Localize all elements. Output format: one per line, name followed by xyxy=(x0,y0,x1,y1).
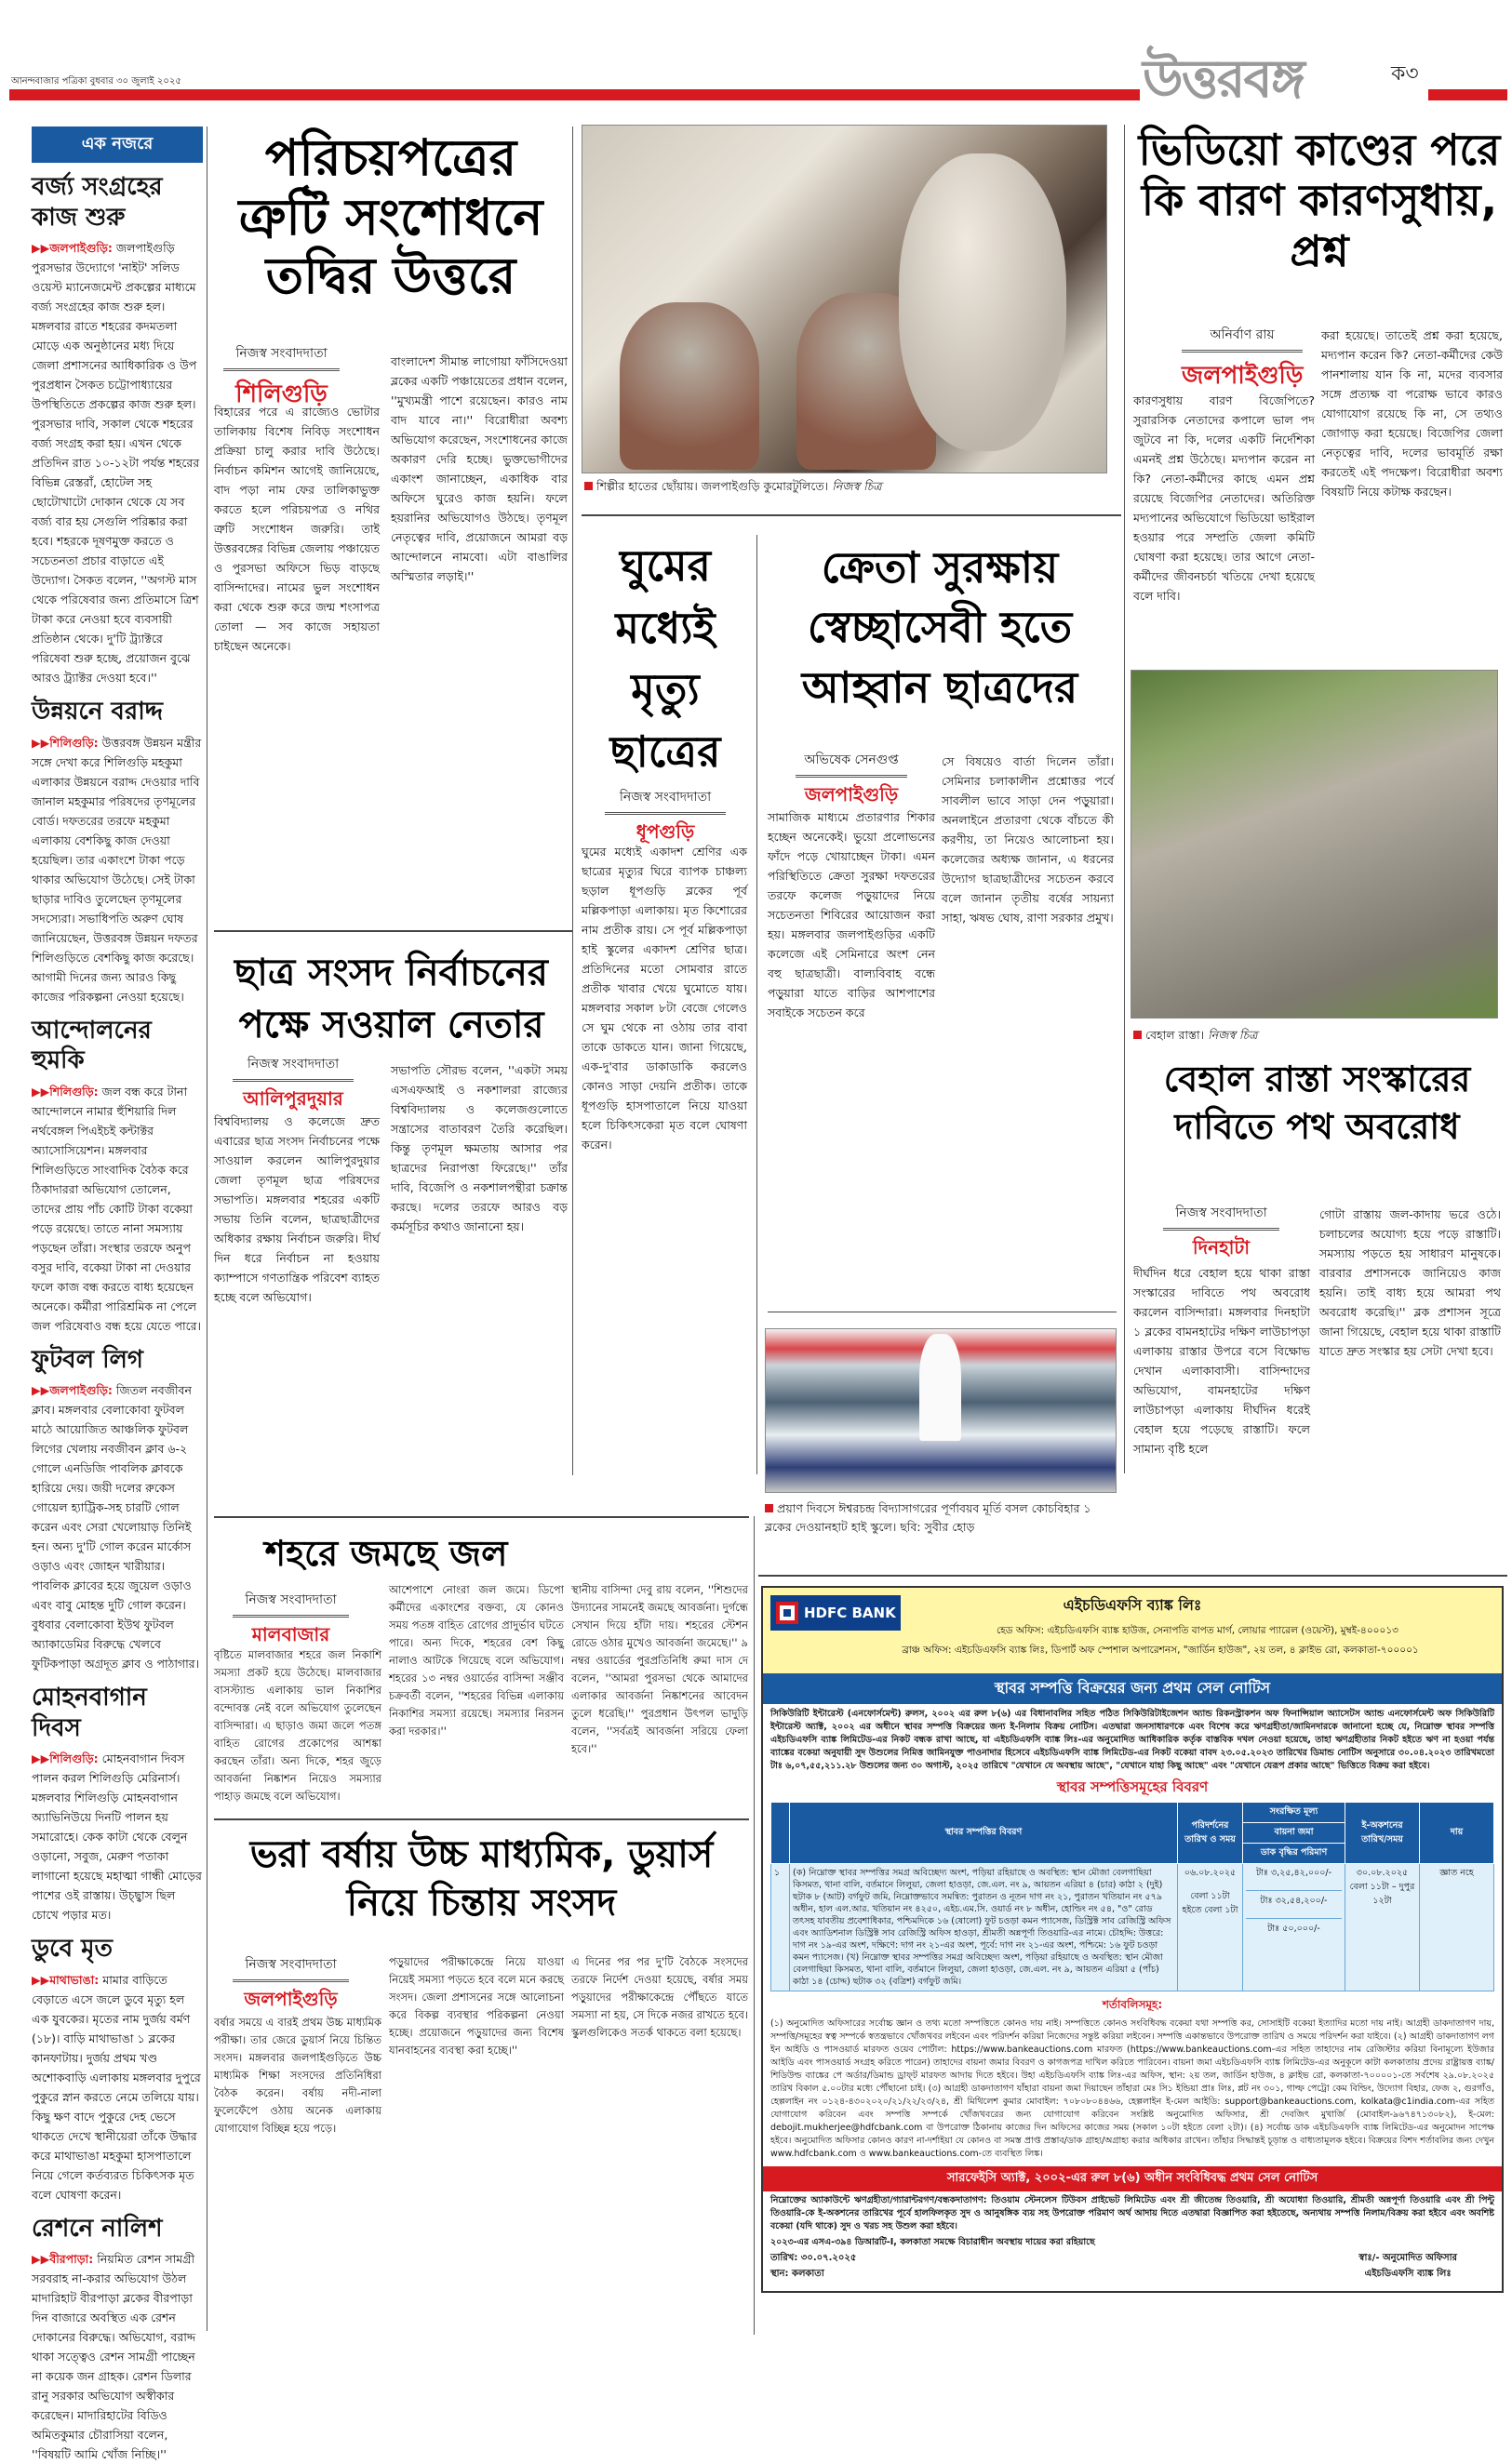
col-header-inspection: পরিদর্শনের তারিখ ও সময় xyxy=(1178,1803,1243,1864)
brief-headline: রেশনে নালিশ xyxy=(32,2214,203,2244)
caption-marker xyxy=(765,1504,773,1512)
dateline-place: জলপাইগুড়ি xyxy=(796,781,907,812)
dateline-road xyxy=(1163,1202,1279,1265)
photo-idol-hands xyxy=(582,125,1107,473)
caption-marker xyxy=(1133,1031,1142,1039)
brief-place: বীরপাড়া: xyxy=(49,2252,93,2266)
ad-notice-title: স্থাবর সম্পত্তি বিক্রয়ের জন্য প্রথম সেল নোটিস xyxy=(763,1673,1502,1704)
caption-text: শিল্পীর হাতের ছোঁয়ায়। জলপাইগুড়ি কুমোরটুলিতে। xyxy=(596,479,828,493)
headline-id-card: পরিচয়পত্রের ত্রুটি সংশোধনে তদ্বির উত্তরে xyxy=(214,128,568,306)
brief-body xyxy=(32,238,203,687)
byline-rule xyxy=(1163,1228,1279,1231)
sidebar-brief xyxy=(32,1683,203,1925)
brief-headline: বর্জ্য সংগ্রহের কাজ শুরু xyxy=(32,172,203,233)
ad-date: তারিখ: ৩০.০৭.২০২৫ xyxy=(770,2251,856,2267)
emd-amount: টাঃ ৩২,৫৪,২০০/- xyxy=(1246,1890,1342,1909)
sidebar-brief xyxy=(32,1016,203,1336)
caption-credit: নিজস্ব চিত্র xyxy=(1208,1028,1257,1042)
inspection-date: ০৬.০৮.২০২৫ xyxy=(1181,1867,1239,1881)
brief-body xyxy=(32,1380,203,1673)
brief-place: শিলিগুড়ি: xyxy=(49,1085,98,1099)
col-header-emd: বায়না জমা xyxy=(1243,1823,1345,1844)
col-header-encumbrance: দায় xyxy=(1420,1803,1494,1864)
story-body-col3: এ দিনের পর পর দু'টি বৈঠকে সংসদের তরফে নির্দেশ দেওয়া হয়েছে, বর্ষার সময় পড়ুয়াদের পরীক্ষাকেন্দ্রে পৌঁছতে যাতে সমস্যা না হয়, সে দিকে নজর রাখতে হবে। স্কুলগুলিকেও সতর্ক থাকতে বলা হয়েছে। xyxy=(571,1953,748,2042)
arrow-marker-icon: ▶▶ xyxy=(32,2252,49,2266)
brief-place: শিলিগুড়ি: xyxy=(49,1751,98,1765)
hdfc-logo xyxy=(770,1595,901,1631)
byline: অভিষেক সেনগুপ্ত xyxy=(796,749,907,771)
story-body-col1: বিহারের পরে এ রাজ্যেও ভোটার তালিকায় বিশেষ নিবিড় সংশোধন প্রক্রিয়া চালু করার দাবি উঠেছে। নির্বাচন কমিশন আগেই জানিয়েছে, বাদ পড়া নাম ফের তালিকাভুক্ত করতে হলে পরিচয়পত্র ও নথির ত্রুটি সংশোধন জরুরি। তাই উত্তরবঙ্গের বিভিন্ন জেলায় পঞ্চায়েত ও পুরসভা অফিসে ভিড় বাড়ছে বাসিন্দাদের। নামের ভুল সংশোধন করা থেকে শুরু করে জন্ম শংসাপত্র তোলা — সব কাজে সহায়তা চাইছেন অনেকে। xyxy=(214,402,380,656)
ad-terms-title: শর্তাবলিসমূহ: xyxy=(763,1997,1502,2016)
photo-caption-statue xyxy=(765,1499,1117,1537)
story-body-col2: পড়ুয়াদের পরীক্ষাকেন্দ্রে নিয়ে যাওয়া নিয়েই সমস্যা পড়তে হবে বলে মনে করছে সংসদ। জেলা প্রশাসনের সঙ্গে আলোচনা করে বিকল্প ব্যবস্থার পরিকল্পনা নেওয়া হচ্ছে। প্রয়োজনে পড়ুয়াদের জন্য বিশেষ যানবাহনের ব্যবস্থা করা হচ্ছে।'' xyxy=(389,1953,564,2059)
masthead-red-bar xyxy=(9,89,1140,100)
section-rule xyxy=(214,930,572,932)
headline-video: ভিডিয়ো কাণ্ডের পরে কি বারণ কারণসুধায়, প্রশ্ন xyxy=(1133,125,1505,276)
story-body-col1: কারণসুধায় বারণ বিজেপিতে? সুরারসিক নেতাদের কপালে ভাল পদ জুটবে না কি, দলের একটি নির্দেশিকা এমনই প্রশ্ন উঠেছে। মদ্যপান করেন না কি? নেতা-কর্মীদের কাছে এমন প্রশ্ন রয়েছে বিজেপির নেতাদের। অতিরিক্ত মদ্যপানের অভিযোগে ভিডিয়ো ভাইরাল হওয়ার পরে সম্প্রতি জেলা কমিটি ঘোষণা করা হয়েছে। তার আগে নেতা-কর্মীদের জীবনচর্চা খতিয়ে দেখা হয়েছে বলে দাবি। xyxy=(1133,391,1315,606)
ad-terms: (১) অনুমোদিত অফিসারের সর্বোচ্চ জ্ঞান ও তথ্য মতো সম্পত্তিতে কোনও দায় নাই। সম্পত্তিতে কোনও সংবিধিবদ্ধ বকেয়া যথা সম্পত্তি কর, সোসাইটি বকেয়া ইত্যাদির মতো দায় নাই। আগ্রহী ডাকদাতাগণ দায়, সম্পত্তি/সমূহের স্বত্ব সম্পর্কে স্বতন্ত্রভাবে খোঁজখবর লইবেন এবং পরিদর্শন করিয়া নিজেদের সন্তুষ্ট করিয়া লইবেন। সম্পত্তি একান্তভাবে উপরোক্ত তারিখ ও সময়ে পরিদর্শন করা যাইবে। (২) আগ্রহী ডাকদাতাগণ লগ ইন আইডি ও পাসওয়ার্ড মারফত ওয়েব পোর্টাল: https://www.bankeauctions.com মারফত (https://www.bankeauctions.com-এর সহিত তাহাদের নাম রেজিস্টার করিয়া বিনামূল্যে ইউজার আইডি এবং পাসওয়ার্ড সংগ্রহ করিতে পারেন) তাহাদের বায়না জমার বিবরণ ও কাগজপত্র দাখিল করিতে পারিবেন। বায়না জমা এইচডিএফসি ব্যাঙ্ক লিমিটেড-এর অনুকূলে কাটা কলকাতায় প্রদেয় রাষ্ট্রায়ত্ত ব্যাঙ্ক/শিডিউল্ড ব্যাঙ্কের পে অর্ডার/ডিমান্ড ড্রাফ্‌ট মারফত আদায় দিতে হইবে। উহা এইচডিএফসি ব্যাঙ্ক লিঃ-এর অফিস, স্থান: ২য় তল, জার্ডিন হাউজ, ৪ ক্লাইভ রো, কলকাতা-৭০০০০১-তে সর্বশেষ ২৯.০৮.২০২৫ তারিখ বিকাল ৫.০০টার মধ্যে পৌঁছানো চাই। (৩) আগ্রহী ডাকদাতাগণ যাঁহারা বায়না জমা দিয়াছেন তাঁহারা মেঃ সি১ ইন্ডিয়া প্রাঃ লিঃ, প্লট নং ৩০১, গাল্ফ পেট্রো কেম বিল্ডিং, উদ্যোগ বিহার, ফেজ ২, গুরগাঁও, হেল্পলাইন নং ০১২৪-৪৩০২০২০/২১/২২/২৩/২৪, শ্রী মিথিলেশ কুমার মোবাইল: ৭০৮০৮০৪৪৬৬, হেল্পলাইন ই-মেল আইডি: support@bankeauctions.com, kolkata@c1india.com-এর সহিত যোগাযোগ করিবেন এবং সম্পত্তি সম্পর্কে খোঁজখবরের জন্য যোগাযোগ করিবেন সংশ্লিষ্ট অনুমোদিত অফিসার, শ্রী দেবজিৎ মুখার্জি (মোবাইল-৯৬৭৪৭১৩০৮২), ই-মেল: debojit.mukherjee@hdfcbank.com বা উপরোক্ত ঠিকানায় কাজের দিন অফিসের কাজের সময় (সকাল ১০টা হইতে বেলা ২টা)। (৪) সর্বোচ্চ ডাক এইচডিএফসি ব্যাঙ্ক লিমিটেড-এর অনুমোদন সাপেক্ষ হইবে। অনুমোদিত অফিসার কোনও কারণ না-দর্শাইয়া যে কোনও বা সমস্ত প্রাপ্ত প্রস্তাব/ডাক গ্রাহ্য/অগ্রাহ্য করার অধিকার রাখেন। তাঁহার সিদ্ধান্তই চূড়ান্ত ও বাধ্যতামূলক হইবে। বিক্রয়ের বিশদ শর্তাবলির জন্য দেখুন www.hdfcbank.com ও www.bankeauctions.com-তে ব্যবস্থিত লিঙ্ক। xyxy=(763,2016,1502,2163)
col-header-description: স্থাবর সম্পত্তির বিবরণ xyxy=(790,1803,1178,1864)
ad-case-line: ২০২৩-এর এসএ-৩৯৪ ডিআরটি-I, কলকাতা সমক্ষে বিচারাধীন অবস্থায় দায়ের করা রহিয়াছে xyxy=(763,2236,1502,2249)
ad-head-office: হেড অফিস: এইচডিএফসি ব্যাঙ্ক হাউজ, সেনাপতি বাপত মার্গ, লোয়ার প্যারেল (ওয়েস্ট), মুম্বই-৪০০০১৩ xyxy=(770,1624,1494,1640)
sidebar-brief xyxy=(32,2214,203,2464)
cell-sl: ১ xyxy=(771,1864,790,1991)
brief-headline: উন্নয়নে বরাদ্দ xyxy=(32,697,203,727)
brief-place: জলপাইগুড়ি: xyxy=(49,1383,113,1397)
brief-text: মোহনবাগান দিবস পালন করল শিলিগুড়ি মেরিনার্স। মঙ্গলবার শিলিগুড়ি মোহনবাগান অ্যাভিনিউয়ে দিনটি পালন হয় সমারোহে। কেক কাটা থেকে বেলুন ওড়ানো, সবুজ, মেরুণ পতাকা লাগানো হয়েছে মহাত্মা গান্ধী মোড়ের পাশের ওই রাস্তায়। উচ্ছ্বাস ছিল চোখে পড়ার মত। xyxy=(32,1751,202,1922)
sidebar-brief xyxy=(32,1934,203,2204)
ad-place: স্থান: কলকাতা xyxy=(770,2267,856,2283)
byline-rule xyxy=(233,1615,349,1618)
col-header-sl xyxy=(771,1803,790,1864)
byline-rule xyxy=(796,775,907,778)
dateline-student-union xyxy=(233,1053,354,1116)
property-table xyxy=(770,1802,1494,1991)
ad-branch-office: ব্রাঞ্চ অফিস: এইচডিএফসি ব্যাঙ্ক লিঃ, ডিপার্ট অফ স্পেশাল অপারেশনস, "জার্ডিন হাউজ", ২য় তল, ৪ ক্লাইভ রো, কলকাতা-৭০০০০১ xyxy=(770,1644,1494,1659)
dateline-video xyxy=(1182,324,1303,397)
bid-increment: টাঃ ৫০,০০০/- xyxy=(1246,1918,1342,1937)
story-body-col3: স্থানীয় বাসিন্দা দেবু রায় বলেন, ''শিশুদের উদ্যানের সামনেই জমছে আবর্জনা। দুর্গন্ধে সেখান দিয়ে হাঁটা দায়। শহরের স্টেশন রোডে ওঠার মুখেও আবর্জনা জমেছে।'' ৯ নম্বর ওয়ার্ডের পুরপ্রতিনিধি রুমা দাস দে বলেন, ''আমরা পুরসভা থেকে আমাদের এলাকার আবর্জনা নিষ্কাশনের আবেদন তুলে ধরেছি।'' পুরপ্রধান উৎপল ভাদুড়ি বলেন, ''সর্বত্রই আবর্জনা সরিয়ে ফেলা হবে।'' xyxy=(571,1581,748,1758)
story-body: ঘুমের মধ্যেই একাদশ শ্রেণির এক ছাত্রের মৃত্যুর ঘিরে ব্যাপক চাঞ্চল্য ছড়াল ধূপগুড়ি ব্লকের পূর্ব মল্লিকপাড়া এলাকায়। মৃত কিশোরের নাম প্রতীক রায়। সে পূর্ব মল্লিকপাড়া হাই স্কুলের একাদশ শ্রেণির ছাত্র। প্রতিদিনের মতো সোমবার রাতে প্রতীক খাবার খেয়ে ঘুমোতে যায়। মঙ্গলবার সকাল ৮টা বেজে গেলেও সে ঘুম থেকে না ওঠায় তার বাবা তাকে ডাকতে যান। জানা গিয়েছে, এক-দু'বার ডাকাডাকি করলেও কোনও সাড়া দেয়নি প্রতীক। তাকে ধূপগুড়ি হাসপাতালে নিয়ে যাওয়া হলে চিকিৎসকেরা মৃত বলে ঘোষণা করেন। xyxy=(582,842,747,1154)
col-header-auction: ই-অকশনের তারিখ/সময় xyxy=(1345,1803,1420,1864)
story-body-col2: আশেপাশে নোংরা জল জমে। ডিপো কর্মীদের একাংশের বক্তব্য, যে কোনও সময় পতঙ্গ বাহিত রোগের প্রাদুর্ভাব ঘটতে পারে। অন্য দিকে, শহরের বেশ কিছু নালাও আটকে গিয়েছে বলে অভিযোগ। শহরের ১৩ নম্বর ওয়ার্ডের বাসিন্দা সঞ্জীব চক্রবর্তী বলেন, ''শহরের বিভিন্ন এলাকায় নিকাশির সমস্যা রয়েছে। সমস্যার নিরসন করা দরকার।'' xyxy=(389,1581,564,1740)
brief-headline: ডুবে মৃত xyxy=(32,1934,203,1965)
arrow-marker-icon: ▶▶ xyxy=(32,1973,49,1987)
story-body-col2: সে বিষয়েও বার্তা দিলেন তাঁরা। সেমিনার চলাকালীন প্রশ্নোত্তর পর্বে সাবলীল ভাবে সাড়া দেন পড়ুয়ারা। অনলাইনে প্রতারণা থেকে বাঁচতে কী করণীয়, তা নিয়েও আলোচনা হয়। কলেজের অধ্যক্ষ জানান, এ ধরনের উদ্যোগ ছাত্রছাত্রীদের সচেতন করবে বলে জানান তৃতীয় বর্ষের সায়ন্যা সাহা, ঋষভ ঘোষ, রাণা সরকার প্রমুখ। xyxy=(942,752,1114,927)
story-body-col1: বর্ষার সময়ে এ বারই প্রথম উচ্চ মাধ্যমিক পরীক্ষা। তার জেরে ডুয়ার্স নিয়ে চিন্তিত সংসদ। মঙ্গলবার জলপাইগুড়িতে উচ্চ মাধ্যমিক শিক্ষা সংসদের প্রতিনিধিরা বৈঠক করেন। বর্ষায় নদী-নালা ফুলেফেঁপে ওঠায় অনেক এলাকায় যোগাযোগ বিচ্ছিন্ন হয়ে পড়ে। xyxy=(214,2014,381,2138)
hdfc-sale-notice-ad xyxy=(761,1586,1504,2293)
paper-date-line: আনন্দবাজার পত্রিকা বুধবার ৩০ জুলাই ২০২৫ xyxy=(11,74,181,90)
photo-hand-left xyxy=(620,302,759,470)
arrow-marker-icon: ▶▶ xyxy=(32,1085,49,1099)
dateline-place: জলপাইগুড়ি xyxy=(233,1986,349,2017)
brief-place: শিলিগুড়ি: xyxy=(49,736,98,750)
brief-text: নিয়মিত রেশন সামগ্রী সরবরাহ না-করার অভিযোগ উঠল মাদারিহাট বীরপাড়া ব্লকের বীরপাড়া দিন বাজারে অবস্থিত এক রেশন দোকানের বিরুদ্ধে। অভিযোগ, বরাদ্দ থাকা সত্ত্বেও রেশন সামগ্রী পাচ্ছেন না কয়েক জন গ্রাহক। রেশন ডিলার রানু সরকার অভিযোগ অস্বীকার করেছেন। মাদারিহাটের বিডিও অমিতকুমার চৌরাসিয়া বলেন, ''বিষয়টি আমি খোঁজ নিচ্ছি।'' xyxy=(32,2252,195,2461)
section-rule xyxy=(582,514,1121,516)
headline-waterlogging: শহরে জমছে জল xyxy=(214,1533,558,1575)
ad-header xyxy=(763,1588,1502,1673)
ad-statutory-text: নিম্নোক্তের অ্যাকাউন্টে ঋণগ্রহীতা/গ্যারান্টরগণ/বন্ধকদাতাগণ: তিওয়াম স্টেনলেস টিউবস প্রাইভেট লিমিটেড এবং শ্রী জীতেন্দ্র তিওয়ারি, শ্রী অযোধ্যা তিওয়ারি, শ্রীমতী অন্নপূর্ণা তিওয়ারি এবং শ্রী পিন্টু তিওয়ারি-কে ই-অকশনের তারিখের পূর্বে হালফিলকৃত সুদ ও আনুষঙ্গিক ব্যয় সহ উপরোক্ত পরিমাণ অর্থ আদায় দিতে এতদ্বারা বিজ্ঞাপিত করা হইতেছে, অন্যথায় সম্পত্তি নিলাম/বিক্রয় করা হইবে এবং অবশিষ্ট বকেয়া (যদি থাকে) সুদ ও খরচ সহ উশুল করা হইবে। xyxy=(763,2191,1502,2236)
brief-text: জিতল নবজীবন ক্লাব। মঙ্গলবার বেলাকোবা ফুটবল মাঠে আয়োজিত আঞ্চলিক ফুটবল লিগের খেলায় নবজীবন ক্লাব ৬-২ গোলে এনডিজি পাবলিক ক্লাবকে হারিয়ে দেয়। জয়ী দলের রুকেস গোয়েল হ্যাট্রিক-সহ চারটি গোল করেন এবং সেরা খেলোয়াড় তিনিই হন। অন্য দু'টি গোল করেন মার্কোস ওড়াও এবং জোহন খারীয়ার। পাবলিক ক্লাবের হয়ে জুয়েল ওড়াও এবং বাবু মোহন্ত দুটি গোল করেন। বুধবার বেলাকোবা ইউথ ফুটবল অ্যাকাডেমির বিরুদ্ধে খেলবে ফুটিকপাড়া অগ্রদূত ক্লাব ও পাঠাগার। xyxy=(32,1383,199,1671)
sidebar-brief xyxy=(32,697,203,1006)
story-body-col1: বৃষ্টিতে মালবাজার শহরে জল নিকাশি সমস্যা প্রকট হয়ে উঠেছে। মালবাজার বাসস্ট্যান্ড এলাকায় ভাল নিকাশির বন্দোবস্ত নেই বলে অভিযোগ তুলেছেন বাসিন্দারা। এ ছাড়াও জমা জলে পতঙ্গ বাহিত রোগের প্রকোপের আশঙ্কা করছেন তাঁরা। অন্য দিকে, শহর জুড়ে আবর্জনা নিষ্কাশন নিয়েও সমস্যার পাহাড় জমছে বলে অভিযোগ। xyxy=(214,1646,381,1805)
inspection-time: বেলা ১১টা হইতে বেলা ১টা xyxy=(1181,1890,1239,1918)
photo-idol xyxy=(899,153,1066,451)
brief-body xyxy=(32,2249,203,2464)
dateline-monsoon xyxy=(233,1953,349,2017)
byline: অনির্বাণ রায় xyxy=(1182,324,1303,346)
masthead-red-bar-right xyxy=(1428,89,1507,100)
dateline-place: ধূপগুড়ি xyxy=(605,819,726,849)
story-body-col2: সভাপতি সৌরভ বলেন, ''একটা সময় এসএফআই ও নকশালরা রাজ্যের বিশ্ববিদ্যালয় ও কলেজগুলোতে সন্ত্রাসের বাতাবরণ তৈরি করেছিল। কিন্তু তৃণমূল ক্ষমতায় আসার পর ছাত্রদের নিরাপত্তা ফিরেছে।'' তাঁর দাবি, বিজেপি ও নকশালপন্থীরা চক্রান্ত করছে। দলের তরফে আরও বড় কর্মসূচির কথাও জানানো হয়। xyxy=(391,1060,568,1236)
table-row xyxy=(771,1864,1494,1991)
col-header-bid-increment: ডাক বৃদ্ধির পরিমাণ xyxy=(1243,1844,1345,1864)
brief-headline: ফুটবল লিগ xyxy=(32,1345,203,1376)
byline: নিজস্ব সংবাদদাতা xyxy=(233,1589,349,1611)
sidebar-brief xyxy=(32,1345,203,1674)
story-body-col1: সামাজিক মাধ্যমে প্রতারণার শিকার হচ্ছেন অনেকেই। ভুয়ো প্রলোভনের ফাঁদে পড়ে খোয়াচ্ছেন টাকা। এমন পরিস্থিতিতে ক্রেতা সুরক্ষা দফতরের তরফে কলেজ পড়ুয়াদের নিয়ে সচেতনতা শিবিরের আয়োজন করা হয়। মঙ্গলবার জলপাইগুড়ির একটি কলেজে এই সেমিনারে অংশ নেন বহু ছাত্রছাত্রী। বাল্যবিবাহ বন্ধে পড়ুয়ারা যাতে বাড়ির আশপাশের সবাইকে সচেতন করে xyxy=(768,807,935,1022)
headline-road: বেহাল রাস্তা সংস্কারের দাবিতে পথ অবরোধ xyxy=(1133,1056,1501,1152)
arrow-marker-icon: ▶▶ xyxy=(32,1751,49,1765)
story-body-col2: বাংলাদেশ সীমান্ত লাগোয়া ফাঁসিদেওয়া ব্লকের একটি পঞ্চায়েতের প্রধান বলেন, ''মুখ্যমন্ত্রী পাশে রয়েছেন। কারও নাম বাদ যাবে না।'' বিরোধীরা অবশ্য অভিযোগ করেছেন, সংশোধনের কাজে অকারণ দেরি হচ্ছে। ভুক্তভোগীদের একাংশ জানাচ্ছেন, একাধিক বার অফিসে ঘুরেও কাজ হয়নি। ফলে হয়রানির অভিযোগও উঠছে। তৃণমূল নেতৃত্বের দাবি, প্রয়োজনে আমরা বড় আন্দোলনে নামবো। এটা বাঙালির অস্মিতার লড়াই।'' xyxy=(391,352,568,586)
brief-body xyxy=(32,1970,203,2204)
byline: নিজস্ব সংবাদদাতা xyxy=(1163,1202,1279,1224)
dateline-consumer xyxy=(796,749,907,812)
ad-table-title: স্থাবর সম্পত্তিসমূহের বিবরণ xyxy=(763,1777,1502,1800)
brief-text: জল বন্ধ করে টানা আন্দোলনে নামার হুঁশিয়ারি দিল নর্থবেঙ্গল পিএইচই কন্টাক্টর অ্যাসোসিয়েশন। মঙ্গলবার শিলিগুড়িতে সাংবাদিক বৈঠক করে ঠিকাদাররা অভিযোগ তোলেন, তাদের প্রায় পাঁচ কোটি টাকা বকেয়া পড়ে রয়েছে। তাতে নানা সমস্যায় পড়ছেন তাঁরা। সংস্থার তরফে অনুপ বসুর দাবি, বকেয়া টাকা না দেওয়ার ফলে কাজ বন্ধ করতে বাধ্য হয়েছেন অনেকে। কর্মীরা পারিশ্রমিক না পেলে জল পরিষেবাও বন্ধ হয়ে যেতে পারে। xyxy=(32,1085,201,1333)
brief-headline: আন্দোলনের হুমকি xyxy=(32,1016,203,1076)
story-body-col1: বিশ্ববিদ্যালয় ও কলেজে দ্রুত এবারের ছাত্র সংসদ নির্বাচনের পক্ষে সাওয়াল করলেন আলিপুরদুয়ার জেলা তৃণমূল ছাত্র পরিষদের সভাপতি। মঙ্গলবার শহরের একটি সভায় তিনি বলেন, ছাত্রছাত্রীদের অধিকার রক্ষায় নির্বাচন জরুরি। দীর্ঘ দিন ধরে নির্বাচন না হওয়ায় ক্যাম্পাসে গণতান্ত্রিক পরিবেশ ব্যাহত হচ্ছে বলে অভিযোগ। xyxy=(214,1112,380,1307)
sidebar-brief xyxy=(32,172,203,687)
dateline-place: দিনহাটা xyxy=(1163,1234,1279,1265)
byline: নিজস্ব সংবাদদাতা xyxy=(605,786,726,808)
brief-body xyxy=(32,1749,203,1925)
photo-caption-road xyxy=(1133,1028,1257,1046)
story-body-col2: গোটা রাস্তায় জল-কাদায় ভরে ওঠে। চলাচলের অযোগ্য হয়ে পড়ে রাস্তাটি। সমস্যায় পড়তে হয় সাধারণ মানুষকে। বারবার প্রশাসনকে জানিয়েও কাজ হয়নি। তাই বাধ্য হয়ে আমরা পথ অবরোধ করেছি।'' ব্লক প্রশাসন সূত্রে জানা গিয়েছে, বেহাল হয়ে থাকা রাস্তাটি যাতে দ্রুত সংস্কার হয় সেটা দেখা হবে। xyxy=(1319,1205,1501,1361)
arrow-marker-icon: ▶▶ xyxy=(32,1383,49,1397)
byline-rule xyxy=(233,1979,349,1982)
column-divider xyxy=(572,127,573,1475)
caption-text: প্রয়াণ দিবসে ঈশ্বরচন্দ্র বিদ্যাসাগরের পূর্ণাবয়ব মূর্তি বসল কোচবিহার ১ ব্লকের দেওয়ানহাট হাই স্কুলে। xyxy=(765,1501,1091,1534)
cell-prices xyxy=(1243,1864,1345,1991)
dateline-place: শিলিগুড়ি xyxy=(223,375,340,416)
col-header-reserve-price: সংরক্ষিত মূল্য xyxy=(1243,1803,1345,1823)
byline: নিজস্ব সংবাদদাতা xyxy=(233,1053,354,1075)
reserve-price: টাঃ ৩,২৫,৪২,০০০/- xyxy=(1246,1867,1342,1881)
caption-credit: নিজস্ব চিত্র xyxy=(832,479,881,493)
caption-text: বেহাল রাস্তা। xyxy=(1145,1028,1204,1042)
byline-rule xyxy=(605,812,726,815)
sidebar-ek-nojore xyxy=(32,127,203,2464)
dateline-place: আলিপুরদুয়ার xyxy=(233,1085,354,1116)
cell-description: (ক) নিম্নোক্ত স্থাবর সম্পত্তির সমগ্র অবিচ্ছেদ্য অংশ, পড়িয়া রহিয়াছে ও অবস্থিত: স্থান মৌজা বেলগাছিয়া কিসমত, থানা বালি, বর্তমানে লিলুয়া, জেলা হাওড়া, জে.এল. নং ৯, আয়তন এরিয়া ৪ (চার) কাঠা ২ (দুই) ছটাক ৮ (আট) বর্গফুট জমি, নিম্নোক্তভাবে সমন্বিত: পুরাতন ও নূতন দাগ নং ২১, পুরাতন খতিয়ান নং ৫৭৯ অধীন, হাল এল.আর. খতিয়ান নং ৪২৫০, এইচ.এম.সি. ওয়ার্ড নং ৮ অধীন, হোল্ডিং নং ৫৪, "ও" রোড তৎসহ যাবতীয় প্রবেশাধিকার, পশ্চিমদিকে ১৬ (ষোলো) ফুট চওড়া কমন প্যাসেজ, ডিস্ট্রিক্ট সাব রেজিস্ট্রি অফিস এবং অ্যাডিশনাল ডিস্ট্রিক্ট সাব রেজিস্ট্রি অফিস হাওড়া, শ্রীমতী অন্নপূর্ণা তিওয়ারি-এর নামে। চৌহদ্দি: উত্তরে: দাগ নং ১৯-এর অংশ, দক্ষিণে: দাগ নং ২১-এর অংশ, পূর্বে: দাগ নং ২১-এর অংশ, পশ্চিমে: ১৬ ফুট চওড়া কমন প্যাসেজ। (খ) নিম্নোক্ত স্থাবর সম্পত্তির সমগ্র অবিচ্ছেদ্য অংশ, পড়িয়া রহিয়াছে ও অবস্থিত: স্থান মৌজা বেলগাছিয়া কিসমত, থানা বালি, বর্তমানে লিলুয়া, জেলা হাওড়া, জে.এল. নং ৯, আয়তন এরিয়া ৫ (পাঁচ) কাঠা ১৪ (চোদ্দ) ছটাক ৩২ (বত্রিশ) বর্গফুট জমি। xyxy=(790,1864,1178,1991)
byline-rule xyxy=(223,368,340,371)
ad-top-rule xyxy=(758,1575,1507,1577)
photo-caption-idol xyxy=(584,479,882,498)
ad-intro: সিকিউরিটি ইন্টারেস্ট (এনফোর্সমেন্ট) রুলস, ২০০২ এর রুল ৮(৬) এর বিধানাবলির সহিত পঠিত সিকিউরিটাইজেশন অ্যান্ড রিকনস্ট্রাকশন অফ ফিনান্সিয়াল অ্যাসেটস অ্যান্ড এনফোর্সমেন্ট অফ সিকিউরিটি ইন্টারেস্ট অ্যাক্ট, ২০০২ এর অধীনে স্থাবর সম্পত্তি বিক্রয়ের জন্য ই-নিলাম বিক্রয় নোটিস। এতদ্বারা জনসাধারণকে এবং বিশেষ করে ঋণগ্রহীতা/জামিনদারকে জানানো হচ্ছে যে, নিম্নোক্ত স্থাবর সম্পত্তি এইচডিএফসি ব্যাঙ্ক লিমিটেড-এর নিকট বন্ধক রাখা আছে, যা এইচডিএফসি ব্যাঙ্ক লিঃ-এর অনুমোদিত আধিকারিক কর্তৃক বাস্তবিক দখল নেওয়া হয়েছে, তাহা ঋণগ্রহীতার নিকট হইতে ঋণ না হওয়া পর্যন্ত ব্যাঙ্কের বকেয়া অনুযায়ী সুদ উশুলের নিমিত্ত জামিনযুক্ত পাওনাদার হিসেবে এইচডিএফসি ব্যাঙ্ক লিমিটেড-এর নিকট বকেয়া বাবদ ২৩.০৫.২০২৩ তারিখের ডিমান্ড নোটিস অনুসারে ৩০.০৪.২০২৩ তারিখমতো টাঃ ৬,০৭,৫৫,২১১.২৮ উশুলের জন্য ৩০ অগাস্ট, ২০২৫ তারিখে "যেখানে যে অবস্থায় আছে", "যেখানে যাহা কিছু আছে" এবং "যেখানে যেরূপ প্রকার আছে" ভিত্তিতে বিক্রয় করা হইবে। xyxy=(763,1704,1502,1777)
brief-text: উত্তরবঙ্গ উন্নয়ন মন্ত্রীর সঙ্গে দেখা করে শিলিগুড়ি মহকুমা এলাকার উন্নয়নে বরাদ্দ দেওয়ার দাবি জানাল মহকুমার পরিষদের তৃণমূলের বোর্ড। দফতরের তরফে মহকুমা এলাকায় বেশকিছু কাজ দেওয়া হয়েছিল। তার একাংশে টাকা পড়ে থাকার অভিযোগ উঠেছে। সেই টাকা ছাড়ার দাবিও তুলেছেন তৃণমূলের সদস্যেরা। সভাধিপতি অরুণ ঘোষ জানিয়েছেন, উত্তরবঙ্গ উন্নয়ন দফতর শিলিগুড়িতে বেশকিছু কাজ করেছে। আগামী দিনের জন্য আরও কিছু কাজের পরিকল্পনা নেওয়া হয়েছে। xyxy=(32,736,201,1004)
ad-signature: স্বাঃ/- অনুমোদিত অফিসার xyxy=(1358,2251,1457,2267)
brief-place: জলপাইগুড়ি: xyxy=(49,241,113,255)
headline-student-union: ছাত্র সংসদ নির্বাচনের পক্ষে সওয়াল নেতার xyxy=(212,947,570,1051)
hdfc-logo-text: HDFC BANK xyxy=(804,1605,896,1621)
arrow-marker-icon: ▶▶ xyxy=(32,736,49,750)
brief-text: মামার বাড়িতে বেড়াতে এসে জলে ডুবে মৃত্যু হল এক যুবকের। মৃতের নাম দুর্জয় বর্মণ (১৮)। বাড়ি মাথাভাঙা ১ ব্লকের কানফাটায়। দুর্জয় প্রথম খণ্ড অশোকবাড়ি এলাকায় মঙ্গলবার দুপুরে পুকুরে স্নান করতে নেমে তলিয়ে যায়। কিছু ক্ষণ বাদে পুকুরে দেহ ভেসে থাকতে দেখে স্থানীয়েরা তাঁকে উদ্ধার করে মাথাভাঙা মহকুমা হাসপাতালে নিয়ে গেলে কর্তব্যরত চিকিৎসক মৃত বলে ঘোষণা করেন। xyxy=(32,1973,201,2202)
headline-sleep-death: ঘুমের মধ্যেই মৃত্যু ছাত্রের xyxy=(582,535,749,783)
column-divider xyxy=(754,1516,755,2335)
column-divider xyxy=(756,535,757,1474)
page-number: ক৩ xyxy=(1391,58,1419,92)
photo-statue xyxy=(919,1334,961,1441)
photo-damaged-road xyxy=(1131,670,1498,1019)
dateline-sleep xyxy=(605,786,726,849)
cell-auction: ৩০.০৮.২০২৫ বেলা ১১টা – দুপুর ১২টা xyxy=(1345,1864,1420,1991)
section-title: উত্তরবঙ্গ xyxy=(1143,39,1304,127)
brief-body xyxy=(32,1082,203,1336)
byline: নিজস্ব সংবাদদাতা xyxy=(233,1953,349,1976)
hdfc-logo-icon xyxy=(776,1602,798,1624)
sidebar-label: এক নজরে xyxy=(32,127,203,163)
caption-marker xyxy=(584,482,593,490)
headline-consumer: ক্রেতা সুরক্ষায় স্বেচ্ছাসেবী হতে আহ্বান ছাত্রদের xyxy=(768,538,1112,717)
headline-monsoon-exam: ভরা বর্ষায় উচ্চ মাধ্যমিক, ডুয়ার্স নিয়ে চিন্তায় সংসদ xyxy=(214,1831,749,1927)
ad-statutory-title: সারফেইসি অ্যাক্ট, ২০০২-এর রুল ৮(৬) অধীন সংবিধিবদ্ধ প্রথম সেল নোটিস xyxy=(763,2166,1502,2191)
column-divider xyxy=(1124,125,1125,1473)
story-body-col1: দীর্ঘদিন ধরে বেহাল হয়ে থাকা রাস্তা সংস্কারের দাবিতে পথ অবরোধ করলেন বাসিন্দারা। মঙ্গলবার দিনহাটা ১ ব্লকের বামনহাটের দক্ষিণ লাউচাপড়া এলাকায় রাস্তার উপরে বসে বিক্ষোভ দেখান এলাকাবাসী। বাসিন্দাদের অভিযোগ, বামনহাটের দক্ষিণ লাউচাপড়া এলাকায় দীর্ঘদিন ধরেই বেহাল হয়ে পড়েছে রাস্তাটি। ফলে সামান্য বৃষ্টি হলে xyxy=(1133,1263,1310,1458)
brief-headline: মোহনবাগান দিবস xyxy=(32,1683,203,1743)
byline: নিজস্ব সংবাদদাতা xyxy=(223,342,340,365)
photo-vidyasagar-statue xyxy=(765,1328,1117,1493)
dateline-place: জলপাইগুড়ি xyxy=(1182,356,1303,397)
section-rule xyxy=(214,1818,749,1820)
byline-rule xyxy=(233,1079,354,1082)
caption-credit: ছবি: সুবীর হোড় xyxy=(900,1520,974,1534)
dateline-place: মালবাজার xyxy=(233,1621,349,1652)
brief-place: মাথাভাঙা: xyxy=(49,1973,99,1987)
cell-encumbrance: জ্ঞাত নহে xyxy=(1420,1864,1494,1991)
arrow-marker-icon: ▶▶ xyxy=(32,241,49,255)
byline-rule xyxy=(1182,350,1303,353)
story-body-col2: করা হয়েছে। তাতেই প্রশ্ন করা হয়েছে, মদ্যপান করেন কি? নেতা-কর্মীদের কেউ পানশালায় যান কি না, মদের ব্যবসার সঙ্গে প্রত্যক্ষ বা পরোক্ষ ভাবে কারও যোগাযোগ রয়েছে কি না, সে তথ্যও জোগাড় করা হয়েছে। বিজেপির জেলা নেতৃত্বের দাবি, দলের ভাবমূর্তি রক্ষা করতেই এই পদক্ষেপ। বিরোধীরা অবশ্য বিষয়টি নিয়ে কটাক্ষ করছেন। xyxy=(1321,326,1503,501)
section-rule xyxy=(214,1516,749,1518)
ad-bank-name: এইচডিএফসি ব্যাঙ্ক লিঃ xyxy=(770,1593,1494,1618)
brief-body xyxy=(32,733,203,1006)
ad-signature-org: এইচডিএফসি ব্যাঙ্ক লিঃ xyxy=(1358,2267,1457,2283)
dateline-waterlogging xyxy=(233,1589,349,1652)
brief-text: জলপাইগুড়ি পুরসভার উদ্যোগে 'নাইট' সলিড ওয়েস্ট ম্যানেজমেন্ট প্রকল্পের মাধ্যমে বর্জ্য সংগ্রহের কাজ শুরু হল। মঙ্গলবার রাতে শহরের কদমতলা মোড়ে এক অনুষ্ঠানের মধ্য দিয়ে জেলা প্রশাসনের আধিকারিক ও উপ পুরপ্রধান সৈকত চট্টোপাধ্যায়ের উপস্থিতিতে প্রকল্পের কাজ শুরু হল। পুরসভার দাবি, সকাল থেকে শহরের বর্জ্য সংগ্রহ করা হয়। এখন থেকে প্রতিদিন রাত ১০-১২টা পর্যন্ত শহরের বিভিন্ন রেস্তরাঁ, হোটেল সহ ছোটোখাটো দোকান থেকে যে সব বর্জ্য বার হয় সেগুলি পরিষ্কার করা হবে। শহরকে দূষণমুক্ত করতে ও সচেতনতা প্রচার বাড়াতে এই উদ্যোগ। সৈকত বলেন, ''অগস্ট মাস থেকে পরিষেবার জন্য প্রতিমাসে ত্রিশ টাকা করে নেওয়া হবে ব্যবসায়ী প্রতিষ্ঠান থেকে। দু'টি ট্র্যাক্টরে পরিষেবা শুরু হচ্ছে, প্রয়োজন বুঝে আরও ট্র্যাক্টর দেওয়া হবে।'' xyxy=(32,241,199,685)
cell-inspection xyxy=(1178,1864,1243,1991)
